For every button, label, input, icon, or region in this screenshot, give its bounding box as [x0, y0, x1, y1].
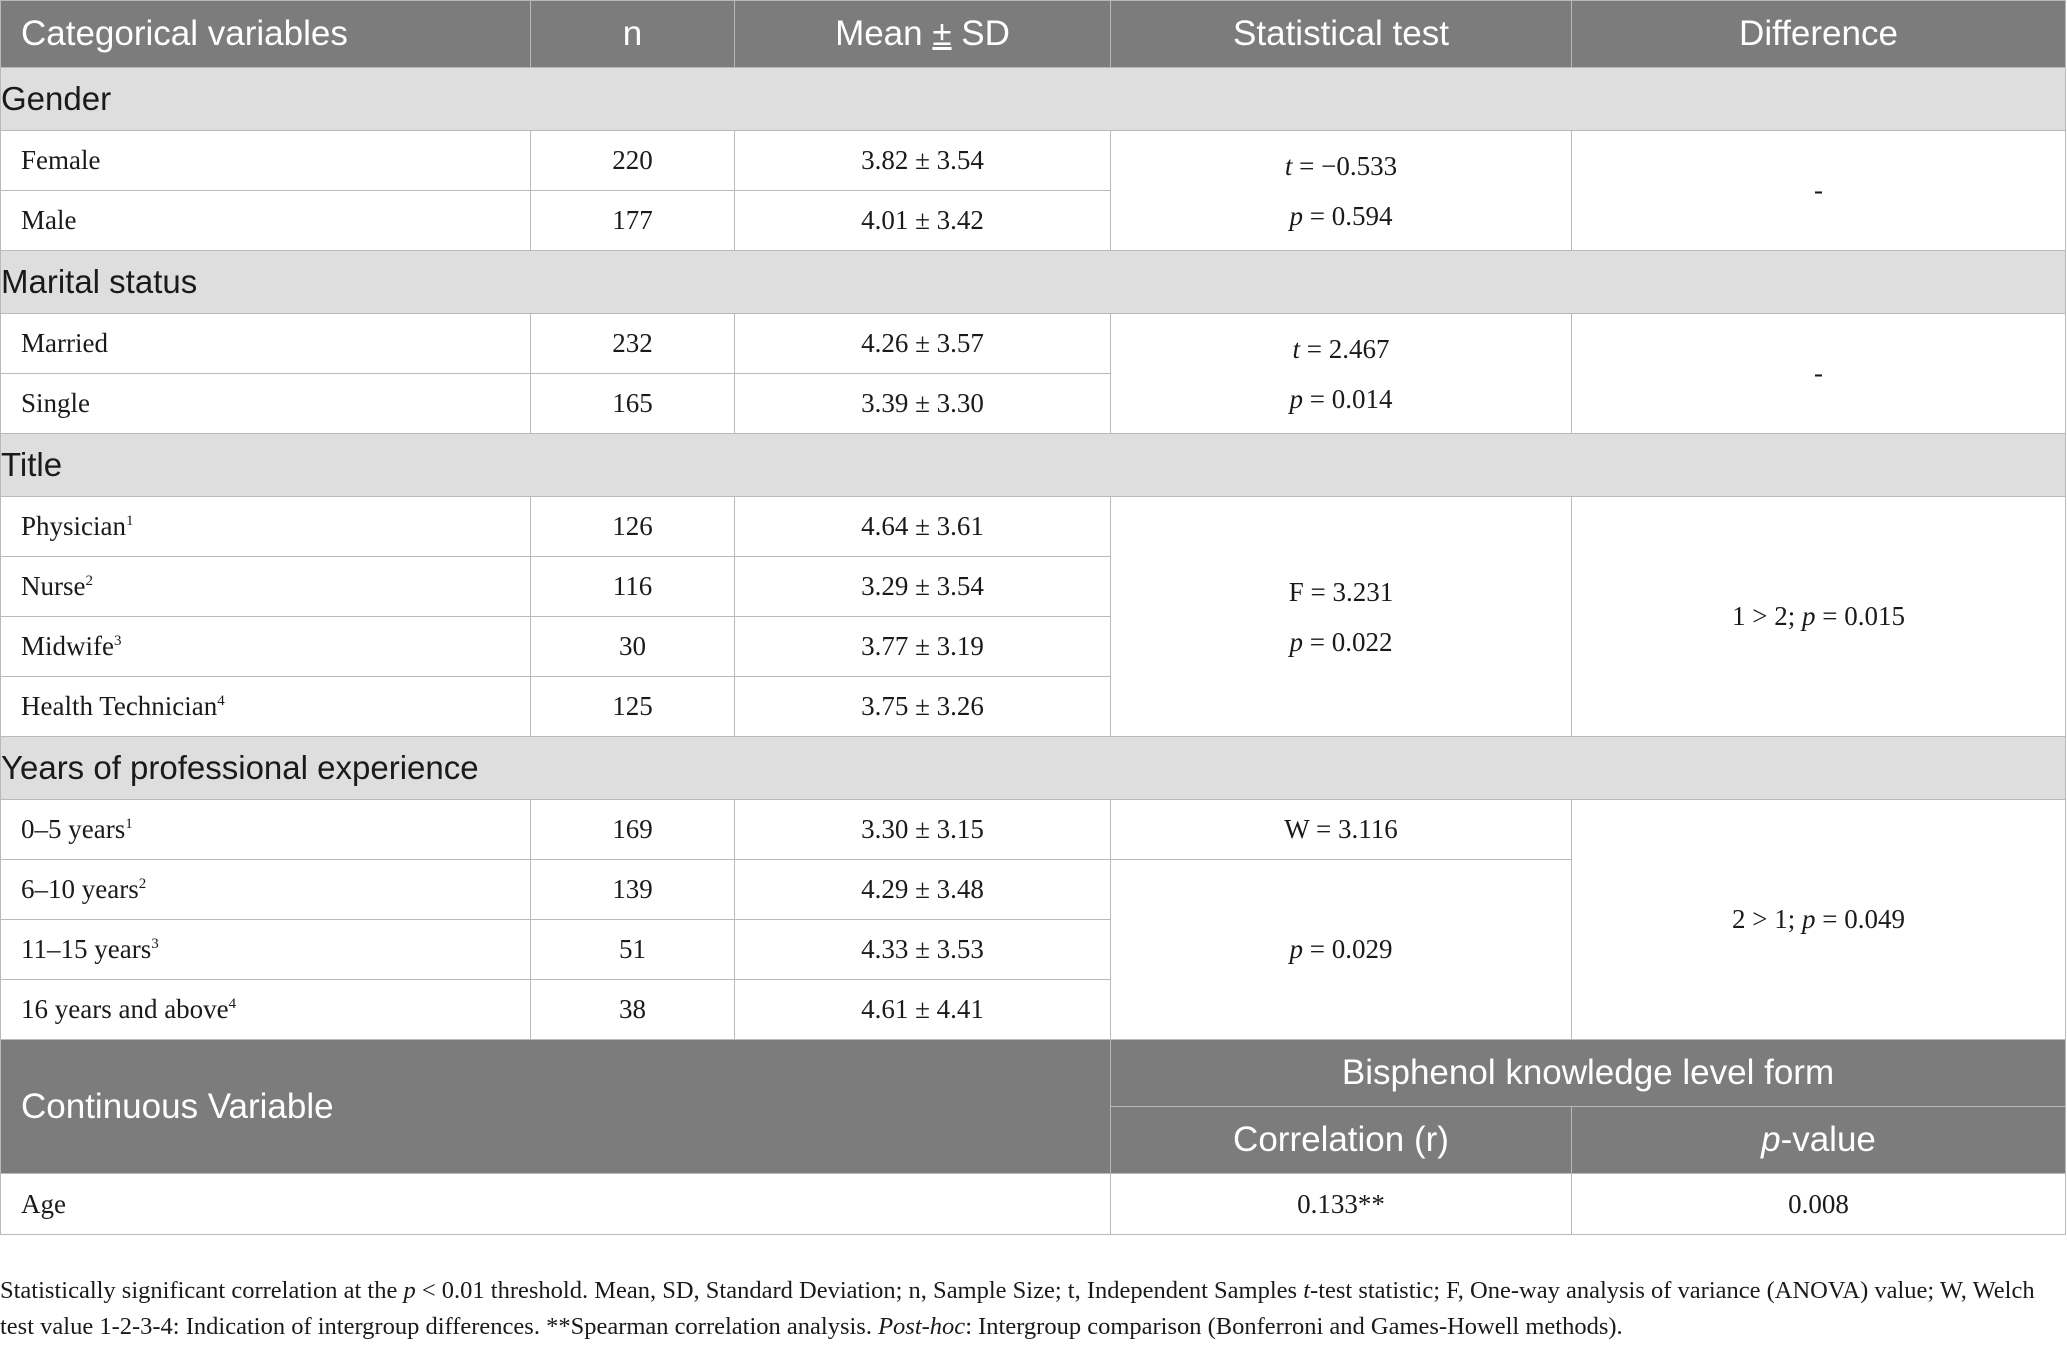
row-label	[1, 980, 531, 1040]
difference-cell: -	[1572, 131, 2066, 251]
p-value: = 0.015	[1815, 601, 1905, 631]
row-n: 30	[531, 617, 735, 677]
row-n: 125	[531, 677, 735, 737]
table-row-age	[1, 1174, 2066, 1235]
footnote-text: -test statistic; F, One-way analysis of variance (ANOVA) value; W, Welch test value 1-2-3-4: Indication of intergroup differences. **Spearman correlation analysis.	[0, 1277, 2035, 1340]
group-index: 4	[217, 693, 225, 709]
age-correlation: 0.133**	[1111, 1174, 1572, 1235]
footnote-posthoc: Post-hoc	[878, 1313, 966, 1340]
difference-cell	[1572, 497, 2066, 737]
row-mean-sd: 4.64 ± 3.61	[735, 497, 1111, 557]
footnote-text: < 0.01 threshold. Mean, SD, Standard Deviation; n, Sample Size; t, Independent Samples	[415, 1277, 1304, 1304]
row-label-text: Health Technician	[21, 691, 218, 721]
row-mean-sd: 3.82 ± 3.54	[735, 131, 1111, 191]
test-value: F = 3.231	[1288, 576, 1394, 607]
p-symbol: p	[1289, 626, 1303, 657]
row-mean-sd: 4.01 ± 3.42	[735, 191, 1111, 251]
p-symbol: p	[1289, 383, 1303, 414]
section-title: Marital status	[1, 251, 2066, 314]
row-label-text: Physician	[21, 511, 126, 541]
difference-cell: -	[1572, 314, 2066, 434]
table-row	[1, 497, 2066, 557]
test-value: = 2.467	[1300, 333, 1390, 364]
p-value-cell	[1111, 860, 1572, 1040]
statistical-test-cell	[1111, 131, 1572, 251]
row-n: 232	[531, 314, 735, 374]
row-label: Married	[1, 314, 531, 374]
row-n: 177	[531, 191, 735, 251]
test-symbol: t	[1292, 333, 1301, 364]
header-pm-symbol: ±	[932, 14, 952, 53]
row-label: Female	[1, 131, 531, 191]
p-value-header	[1572, 1107, 2066, 1174]
p-symbol: p	[1289, 934, 1303, 964]
group-index: 3	[113, 633, 122, 649]
continuous-header-row	[1, 1040, 2066, 1107]
row-mean-sd: 3.30 ± 3.15	[735, 800, 1111, 860]
section-title: Gender	[1, 68, 2066, 131]
header-categorical: Categorical variables	[1, 1, 531, 68]
p-symbol: p	[1802, 601, 1816, 631]
footnote-text: : Intergroup comparison (Bonferroni and Games-Howell methods).	[965, 1313, 1623, 1340]
group-index: 2	[85, 573, 93, 589]
row-label: Male	[1, 191, 531, 251]
row-label-text: Midwife	[21, 631, 114, 661]
section-row-title	[1, 434, 2066, 497]
section-title: Years of professional experience	[1, 737, 2066, 800]
section-row-gender	[1, 68, 2066, 131]
row-label-text: 0–5 years	[21, 814, 126, 844]
row-label	[1, 800, 531, 860]
header-difference: Difference	[1572, 1, 2066, 68]
header-n: n	[531, 1, 735, 68]
section-row-experience	[1, 737, 2066, 800]
difference-cell	[1572, 800, 2066, 1040]
age-p-value: 0.008	[1572, 1174, 2066, 1235]
row-mean-sd: 3.29 ± 3.54	[735, 557, 1111, 617]
table-row	[1, 131, 2066, 191]
row-n: 139	[531, 860, 735, 920]
footnote-t-symbol: t	[1303, 1277, 1311, 1304]
row-label	[1, 557, 531, 617]
group-index: 2	[138, 876, 147, 892]
row-label	[1, 497, 531, 557]
p-value: = 0.594	[1303, 200, 1393, 231]
statistical-test-cell	[1111, 314, 1572, 434]
p-value: = 0.049	[1815, 904, 1905, 934]
row-n: 51	[531, 920, 735, 980]
row-n: 116	[531, 557, 735, 617]
p-value: = 0.029	[1303, 934, 1393, 964]
header-mean-sd	[735, 1, 1111, 68]
group-index: 3	[151, 936, 159, 952]
row-label	[1, 860, 531, 920]
row-n: 165	[531, 374, 735, 434]
footnote-p-symbol: p	[403, 1277, 416, 1304]
row-label	[1, 920, 531, 980]
correlation-header: Correlation (r)	[1111, 1107, 1572, 1174]
row-label-text: Nurse	[21, 571, 86, 601]
p-symbol: p	[1289, 200, 1303, 231]
row-mean-sd: 4.26 ± 3.57	[735, 314, 1111, 374]
row-mean-sd: 4.61 ± 4.41	[735, 980, 1111, 1040]
row-label-text: 6–10 years	[21, 874, 139, 904]
header-mean-label: Mean	[835, 14, 933, 53]
test-symbol: t	[1284, 150, 1293, 181]
difference-comparison: 1 > 2;	[1732, 601, 1802, 631]
p-value: = 0.022	[1303, 626, 1393, 657]
row-n: 126	[531, 497, 735, 557]
row-mean-sd: 4.29 ± 3.48	[735, 860, 1111, 920]
row-n: 38	[531, 980, 735, 1040]
p-symbol: p	[1761, 1120, 1781, 1159]
row-label	[1, 677, 531, 737]
p-value: = 0.014	[1303, 383, 1393, 414]
group-index: 1	[126, 513, 134, 529]
header-row	[1, 1, 2066, 68]
p-value-header-text: -value	[1780, 1120, 1876, 1159]
table-row	[1, 800, 2066, 860]
difference-comparison: 2 > 1;	[1732, 904, 1802, 934]
row-n: 169	[531, 800, 735, 860]
header-sd-label: SD	[951, 14, 1010, 53]
p-symbol: p	[1802, 904, 1816, 934]
test-value: = −0.533	[1292, 150, 1398, 181]
row-label-text: 11–15 years	[21, 934, 152, 964]
row-mean-sd: 3.77 ± 3.19	[735, 617, 1111, 677]
row-n: 220	[531, 131, 735, 191]
row-label: Single	[1, 374, 531, 434]
group-index: 1	[125, 816, 133, 832]
header-statistical-test: Statistical test	[1111, 1, 1572, 68]
section-title: Title	[1, 434, 2066, 497]
group-index: 4	[228, 996, 237, 1012]
continuous-variable-header: Continuous Variable	[1, 1040, 1111, 1174]
statistical-test-cell: W = 3.116	[1111, 800, 1572, 860]
statistical-test-cell	[1111, 497, 1572, 737]
bisphenol-form-header: Bisphenol knowledge level form	[1111, 1040, 2066, 1107]
footnote-text: Statistically significant correlation at the	[0, 1277, 404, 1304]
table-row	[1, 314, 2066, 374]
row-label	[1, 617, 531, 677]
row-mean-sd: 3.39 ± 3.30	[735, 374, 1111, 434]
table-footnote	[0, 1273, 2060, 1345]
section-row-marital-status	[1, 251, 2066, 314]
row-mean-sd: 4.33 ± 3.53	[735, 920, 1111, 980]
row-label: Age	[1, 1174, 1111, 1235]
row-mean-sd: 3.75 ± 3.26	[735, 677, 1111, 737]
row-label-text: 16 years and above	[21, 994, 229, 1024]
